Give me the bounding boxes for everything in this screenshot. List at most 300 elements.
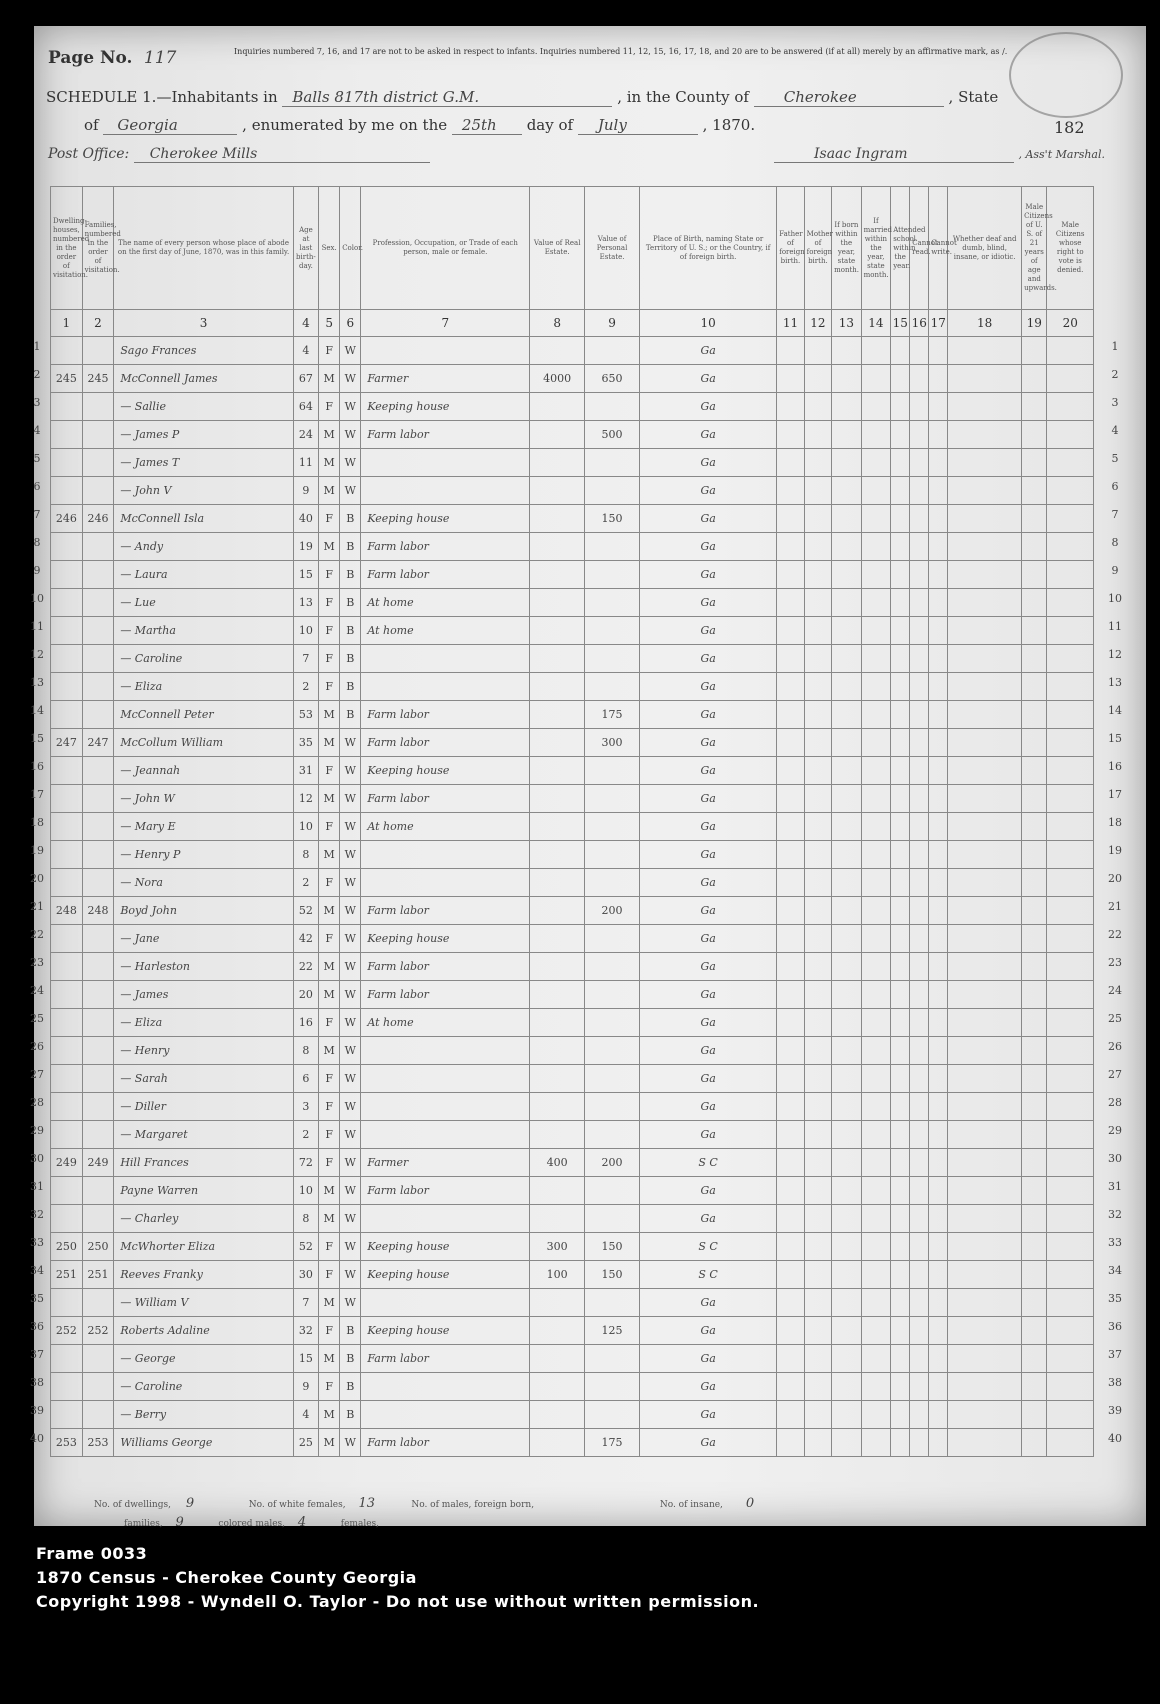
color-cell: W — [340, 337, 361, 365]
name-cell: McCollum William — [114, 729, 293, 757]
empty-cell — [1022, 393, 1047, 421]
marshal-line — [774, 146, 1105, 163]
empty-cell — [777, 1317, 804, 1345]
name-cell: — Diller — [114, 1093, 293, 1121]
color-cell: B — [340, 1401, 361, 1429]
table-row — [51, 1289, 1094, 1317]
line-number-right: 36 — [1108, 1320, 1122, 1333]
sex-cell: M — [319, 365, 340, 393]
table-row — [51, 1233, 1094, 1261]
dwelling-cell: 251 — [51, 1261, 83, 1289]
empty-cell — [804, 645, 831, 673]
empty-cell — [1047, 477, 1094, 505]
family-cell — [82, 1177, 114, 1205]
empty-cell — [1047, 701, 1094, 729]
table-row — [51, 981, 1094, 1009]
empty-cell — [832, 589, 862, 617]
empty-cell — [929, 1289, 948, 1317]
line-number-left: 38 — [30, 1376, 44, 1389]
real-estate-cell: 400 — [530, 1149, 585, 1177]
empty-cell — [832, 701, 862, 729]
age-cell: 10 — [293, 1177, 318, 1205]
table-row — [51, 1009, 1094, 1037]
real-estate-cell: 100 — [530, 1261, 585, 1289]
line-number-right: 40 — [1108, 1432, 1122, 1445]
color-cell: B — [340, 645, 361, 673]
name-cell: — Eliza — [114, 673, 293, 701]
birthplace-cell: Ga — [640, 1317, 777, 1345]
empty-cell — [832, 1009, 862, 1037]
line-number-right: 13 — [1108, 676, 1122, 689]
census-table — [50, 186, 1094, 1457]
real-estate-cell — [530, 841, 585, 869]
empty-cell — [1047, 897, 1094, 925]
birthplace-cell: Ga — [640, 1429, 777, 1457]
color-cell: W — [340, 897, 361, 925]
empty-cell — [777, 1149, 804, 1177]
empty-cell — [777, 1121, 804, 1149]
occupation-cell — [361, 841, 530, 869]
real-estate-cell — [530, 1205, 585, 1233]
empty-cell — [891, 953, 910, 981]
empty-cell — [910, 1009, 929, 1037]
name-cell: Payne Warren — [114, 1177, 293, 1205]
occupation-cell: At home — [361, 589, 530, 617]
dwelling-cell — [51, 337, 83, 365]
occupation-cell — [361, 477, 530, 505]
county-value: Cherokee — [754, 88, 944, 107]
occupation-cell — [361, 1373, 530, 1401]
dwellings-label: No. of dwellings, — [94, 1500, 171, 1510]
line-number-left: 4 — [33, 424, 41, 437]
empty-cell — [891, 1317, 910, 1345]
table-row — [51, 337, 1094, 365]
empty-cell — [832, 505, 862, 533]
sex-cell: M — [319, 897, 340, 925]
empty-cell — [1047, 1373, 1094, 1401]
name-cell: — Lue — [114, 589, 293, 617]
personal-estate-cell — [585, 785, 640, 813]
name-cell: — Henry — [114, 1037, 293, 1065]
column-header-15: Attended school within the year. — [891, 187, 910, 310]
enumerated-label: , enumerated by me on the — [242, 116, 448, 134]
page-label: Page No. — [48, 48, 133, 68]
caption-title: 1870 Census - Cherokee County Georgia — [36, 1568, 417, 1587]
occupation-cell: Farm labor — [361, 1429, 530, 1457]
personal-estate-cell: 150 — [585, 1261, 640, 1289]
table-row — [51, 1317, 1094, 1345]
birthplace-cell: Ga — [640, 337, 777, 365]
empty-cell — [1022, 701, 1047, 729]
personal-estate-cell — [585, 841, 640, 869]
empty-cell — [832, 1317, 862, 1345]
empty-cell — [891, 1233, 910, 1261]
empty-cell — [891, 1401, 910, 1429]
empty-cell — [804, 561, 831, 589]
empty-cell — [777, 813, 804, 841]
line-number-left: 34 — [30, 1264, 44, 1277]
line-number-right: 30 — [1108, 1152, 1122, 1165]
column-number-2: 2 — [82, 310, 114, 337]
family-cell — [82, 421, 114, 449]
family-cell — [82, 981, 114, 1009]
empty-cell — [777, 1261, 804, 1289]
family-cell — [82, 841, 114, 869]
empty-cell — [861, 757, 891, 785]
dwelling-cell — [51, 393, 83, 421]
sex-cell: M — [319, 953, 340, 981]
birthplace-cell: Ga — [640, 1401, 777, 1429]
dwelling-cell: 253 — [51, 1429, 83, 1457]
sex-cell: F — [319, 869, 340, 897]
empty-cell — [1022, 645, 1047, 673]
name-cell: — William V — [114, 1289, 293, 1317]
real-estate-cell — [530, 1317, 585, 1345]
age-cell: 20 — [293, 981, 318, 1009]
real-estate-cell — [530, 1093, 585, 1121]
color-cell: W — [340, 1149, 361, 1177]
empty-cell — [832, 1289, 862, 1317]
personal-estate-cell — [585, 1373, 640, 1401]
age-cell: 52 — [293, 897, 318, 925]
empty-cell — [777, 1177, 804, 1205]
dwelling-cell — [51, 1289, 83, 1317]
name-cell: — Margaret — [114, 1121, 293, 1149]
personal-estate-cell — [585, 1065, 640, 1093]
family-cell — [82, 869, 114, 897]
personal-estate-cell — [585, 981, 640, 1009]
white-females-value: 13 — [358, 1496, 375, 1511]
dwelling-cell — [51, 477, 83, 505]
color-cell: B — [340, 589, 361, 617]
empty-cell — [1022, 1065, 1047, 1093]
occupation-cell — [361, 673, 530, 701]
personal-estate-cell — [585, 813, 640, 841]
empty-cell — [861, 953, 891, 981]
real-estate-cell — [530, 1373, 585, 1401]
family-cell: 251 — [82, 1261, 114, 1289]
dwelling-cell — [51, 1345, 83, 1373]
empty-cell — [1022, 477, 1047, 505]
empty-cell — [910, 1205, 929, 1233]
empty-cell — [804, 337, 831, 365]
occupation-cell — [361, 1121, 530, 1149]
age-cell: 72 — [293, 1149, 318, 1177]
empty-cell — [891, 1205, 910, 1233]
occupation-cell: Farm labor — [361, 953, 530, 981]
line-number-right: 27 — [1108, 1068, 1122, 1081]
empty-cell — [910, 953, 929, 981]
empty-cell — [832, 869, 862, 897]
personal-estate-cell — [585, 1093, 640, 1121]
empty-cell — [1047, 673, 1094, 701]
birthplace-cell: Ga — [640, 1093, 777, 1121]
insane-label: No. of insane, — [659, 1500, 723, 1510]
sex-cell: F — [319, 1121, 340, 1149]
occupation-cell — [361, 1037, 530, 1065]
family-cell — [82, 701, 114, 729]
empty-cell — [910, 897, 929, 925]
empty-cell — [861, 1205, 891, 1233]
line-number-right: 6 — [1111, 480, 1119, 493]
empty-cell — [948, 533, 1022, 561]
personal-estate-cell — [585, 757, 640, 785]
color-cell: W — [340, 1429, 361, 1457]
empty-cell — [1047, 1121, 1094, 1149]
empty-cell — [832, 953, 862, 981]
empty-cell — [861, 1093, 891, 1121]
line-number-right: 22 — [1108, 928, 1122, 941]
county-label: , in the County of — [617, 88, 749, 106]
empty-cell — [1022, 533, 1047, 561]
empty-cell — [804, 729, 831, 757]
empty-cell — [910, 729, 929, 757]
dwelling-cell — [51, 953, 83, 981]
age-cell: 2 — [293, 673, 318, 701]
insane-value: 0 — [745, 1496, 755, 1511]
empty-cell — [948, 897, 1022, 925]
real-estate-cell — [530, 561, 585, 589]
empty-cell — [929, 1261, 948, 1289]
real-estate-cell — [530, 673, 585, 701]
empty-cell — [948, 673, 1022, 701]
empty-cell — [1022, 589, 1047, 617]
empty-cell — [929, 561, 948, 589]
empty-cell — [891, 757, 910, 785]
empty-cell — [777, 981, 804, 1009]
personal-estate-cell: 500 — [585, 421, 640, 449]
dwelling-cell — [51, 1205, 83, 1233]
occupation-cell — [361, 1289, 530, 1317]
color-cell: B — [340, 1373, 361, 1401]
real-estate-cell — [530, 925, 585, 953]
empty-cell — [832, 645, 862, 673]
empty-cell — [891, 505, 910, 533]
color-cell: W — [340, 1121, 361, 1149]
personal-estate-cell — [585, 645, 640, 673]
empty-cell — [891, 1345, 910, 1373]
family-cell: 250 — [82, 1233, 114, 1261]
table-row — [51, 1401, 1094, 1429]
personal-estate-cell: 125 — [585, 1317, 640, 1345]
empty-cell — [1047, 421, 1094, 449]
name-cell: — Berry — [114, 1401, 293, 1429]
empty-cell — [804, 365, 831, 393]
empty-cell — [804, 1345, 831, 1373]
empty-cell — [804, 1261, 831, 1289]
empty-cell — [910, 561, 929, 589]
empty-cell — [891, 561, 910, 589]
sex-cell: F — [319, 645, 340, 673]
empty-cell — [910, 393, 929, 421]
column-header-6: Color. — [340, 187, 361, 310]
empty-cell — [891, 897, 910, 925]
empty-cell — [804, 897, 831, 925]
empty-cell — [777, 1093, 804, 1121]
line-number-left: 5 — [33, 452, 41, 465]
empty-cell — [948, 1065, 1022, 1093]
empty-cell — [948, 589, 1022, 617]
dwelling-cell — [51, 1373, 83, 1401]
line-number-right: 18 — [1108, 816, 1122, 829]
personal-estate-cell — [585, 953, 640, 981]
line-number-left: 40 — [30, 1432, 44, 1445]
empty-cell — [1047, 1317, 1094, 1345]
empty-cell — [804, 701, 831, 729]
empty-cell — [1047, 841, 1094, 869]
empty-cell — [929, 365, 948, 393]
personal-estate-cell: 200 — [585, 897, 640, 925]
empty-cell — [929, 1373, 948, 1401]
occupation-cell: At home — [361, 813, 530, 841]
line-number-left: 27 — [30, 1068, 44, 1081]
empty-cell — [861, 617, 891, 645]
table-row — [51, 1065, 1094, 1093]
empty-cell — [861, 785, 891, 813]
empty-cell — [891, 365, 910, 393]
empty-cell — [1022, 1289, 1047, 1317]
line-number-right: 39 — [1108, 1404, 1122, 1417]
empty-cell — [777, 785, 804, 813]
line-number-right: 38 — [1108, 1376, 1122, 1389]
empty-cell — [910, 1345, 929, 1373]
personal-estate-cell — [585, 393, 640, 421]
empty-cell — [861, 393, 891, 421]
birthplace-cell: S C — [640, 1233, 777, 1261]
age-cell: 9 — [293, 1373, 318, 1401]
color-cell: W — [340, 729, 361, 757]
age-cell: 6 — [293, 1065, 318, 1093]
empty-cell — [777, 673, 804, 701]
occupation-cell: Farm labor — [361, 785, 530, 813]
empty-cell — [948, 953, 1022, 981]
line-number-left: 25 — [30, 1012, 44, 1025]
empty-cell — [1047, 645, 1094, 673]
empty-cell — [777, 841, 804, 869]
real-estate-cell — [530, 589, 585, 617]
personal-estate-cell — [585, 1177, 640, 1205]
family-cell — [82, 1373, 114, 1401]
personal-estate-cell: 175 — [585, 1429, 640, 1457]
name-cell: — Jeannah — [114, 757, 293, 785]
empty-cell — [929, 1317, 948, 1345]
empty-cell — [804, 1065, 831, 1093]
dwelling-cell: 249 — [51, 1149, 83, 1177]
age-cell: 53 — [293, 701, 318, 729]
empty-cell — [861, 1233, 891, 1261]
empty-cell — [1022, 337, 1047, 365]
line-number-right: 23 — [1108, 956, 1122, 969]
empty-cell — [929, 421, 948, 449]
empty-cell — [929, 785, 948, 813]
empty-cell — [777, 505, 804, 533]
empty-cell — [804, 785, 831, 813]
color-cell: W — [340, 757, 361, 785]
color-cell: W — [340, 813, 361, 841]
table-row — [51, 925, 1094, 953]
district-value: Balls 817th district G.M. — [282, 88, 612, 107]
empty-cell — [1047, 729, 1094, 757]
table-row — [51, 393, 1094, 421]
empty-cell — [777, 729, 804, 757]
empty-cell — [861, 701, 891, 729]
empty-cell — [1047, 561, 1094, 589]
column-number-19: 19 — [1022, 310, 1047, 337]
empty-cell — [832, 561, 862, 589]
table-row — [51, 1373, 1094, 1401]
age-cell: 4 — [293, 337, 318, 365]
age-cell: 13 — [293, 589, 318, 617]
empty-cell — [948, 981, 1022, 1009]
birthplace-cell: Ga — [640, 757, 777, 785]
dwelling-cell — [51, 981, 83, 1009]
empty-cell — [1022, 953, 1047, 981]
birthplace-cell: Ga — [640, 365, 777, 393]
empty-cell — [1022, 1373, 1047, 1401]
name-cell: Sago Frances — [114, 337, 293, 365]
age-cell: 12 — [293, 785, 318, 813]
occupation-cell: Keeping house — [361, 505, 530, 533]
name-cell: — Nora — [114, 869, 293, 897]
empty-cell — [1047, 505, 1094, 533]
empty-cell — [948, 1345, 1022, 1373]
family-cell — [82, 393, 114, 421]
families-label: families, — [124, 1519, 163, 1529]
color-cell: W — [340, 841, 361, 869]
line-number-left: 2 — [33, 368, 41, 381]
real-estate-cell — [530, 1121, 585, 1149]
occupation-cell — [361, 449, 530, 477]
birthplace-cell: Ga — [640, 1345, 777, 1373]
name-cell: Hill Frances — [114, 1149, 293, 1177]
empty-cell — [832, 1065, 862, 1093]
dwelling-cell — [51, 1401, 83, 1429]
line-number-left: 29 — [30, 1124, 44, 1137]
age-cell: 19 — [293, 533, 318, 561]
dwelling-cell — [51, 1037, 83, 1065]
line-number-left: 31 — [30, 1180, 44, 1193]
real-estate-cell — [530, 1345, 585, 1373]
birthplace-cell: Ga — [640, 617, 777, 645]
empty-cell — [948, 1205, 1022, 1233]
schedule-line — [46, 88, 998, 107]
personal-estate-cell: 150 — [585, 1233, 640, 1261]
column-number-13: 13 — [832, 310, 862, 337]
age-cell: 64 — [293, 393, 318, 421]
empty-cell — [910, 813, 929, 841]
females-label: females, — [340, 1519, 380, 1529]
column-number-row — [51, 310, 1094, 337]
column-header-17: Cannot write. — [929, 187, 948, 310]
table-row — [51, 1121, 1094, 1149]
empty-cell — [1022, 897, 1047, 925]
age-cell: 24 — [293, 421, 318, 449]
table-row — [51, 757, 1094, 785]
empty-cell — [891, 1093, 910, 1121]
column-number-15: 15 — [891, 310, 910, 337]
occupation-cell: Farm labor — [361, 1345, 530, 1373]
age-cell: 2 — [293, 869, 318, 897]
empty-cell — [891, 701, 910, 729]
empty-cell — [777, 953, 804, 981]
column-number-17: 17 — [929, 310, 948, 337]
empty-cell — [832, 449, 862, 477]
dwelling-cell — [51, 1121, 83, 1149]
table-row — [51, 953, 1094, 981]
dwelling-cell — [51, 1093, 83, 1121]
name-cell: — Charley — [114, 1205, 293, 1233]
empty-cell — [891, 1121, 910, 1149]
